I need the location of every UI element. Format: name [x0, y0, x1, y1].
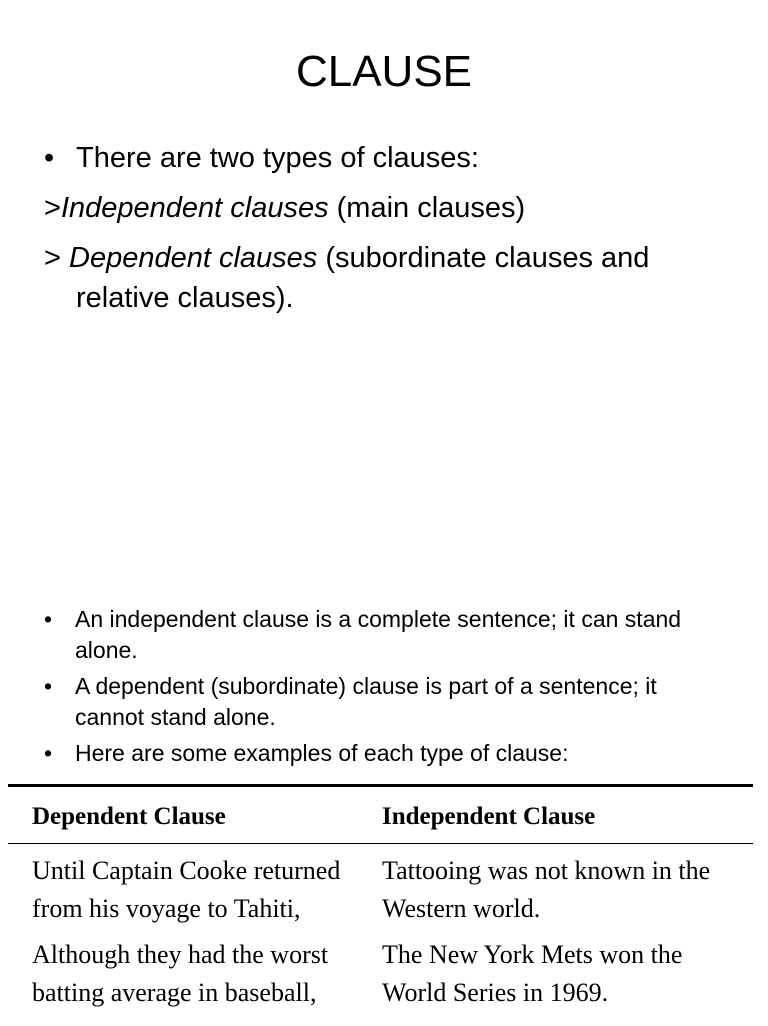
bullet-text: Here are some examples of each type of clause:	[75, 740, 569, 766]
bullet-icon: •	[44, 606, 53, 632]
table-cell: Tattooing was not known in the Western world.	[382, 856, 711, 923]
table-row	[8, 852, 753, 936]
bullet-icon: •	[44, 142, 55, 174]
line-rest: (subordinate clauses and relative clauses).	[76, 242, 650, 314]
clause-definitions-section	[44, 604, 724, 774]
line-prefix: >	[44, 192, 61, 224]
table-cell: Although they had the worst batting average in baseball,	[32, 940, 329, 1007]
independent-clause-line	[44, 190, 744, 226]
list-item	[44, 604, 724, 666]
bullet-text: An independent clause is a complete sentence; it can stand alone.	[75, 606, 682, 663]
bullet-icon: •	[44, 740, 53, 766]
page-title: CLAUSE	[295, 47, 473, 96]
column-header-independent: Independent Clause	[382, 803, 596, 830]
clause-types-section	[44, 140, 744, 330]
bullet-icon: •	[44, 673, 53, 699]
list-item	[44, 738, 724, 769]
table-header	[8, 787, 753, 844]
table-cell: The New York Mets won the World Series in 1969.	[382, 940, 683, 1007]
list-item	[44, 140, 744, 176]
list-item	[44, 671, 724, 733]
bullet-text: A dependent (subordinate) clause is part of a sentence; it cannot stand alone.	[75, 673, 657, 730]
examples-table	[8, 784, 753, 1026]
italic-term: Independent clauses	[60, 192, 329, 224]
dependent-clause-line	[44, 238, 744, 318]
bullet-text: There are two types of clauses:	[76, 142, 479, 174]
table-cell: Until Captain Cooke returned from his voyage to Tahiti,	[32, 856, 341, 923]
line-rest: (main clauses)	[328, 192, 526, 224]
column-header-dependent: Dependent Clause	[32, 803, 226, 830]
line-prefix: >	[44, 242, 69, 274]
table-row	[8, 936, 753, 1026]
italic-term: Dependent clauses	[69, 242, 318, 274]
